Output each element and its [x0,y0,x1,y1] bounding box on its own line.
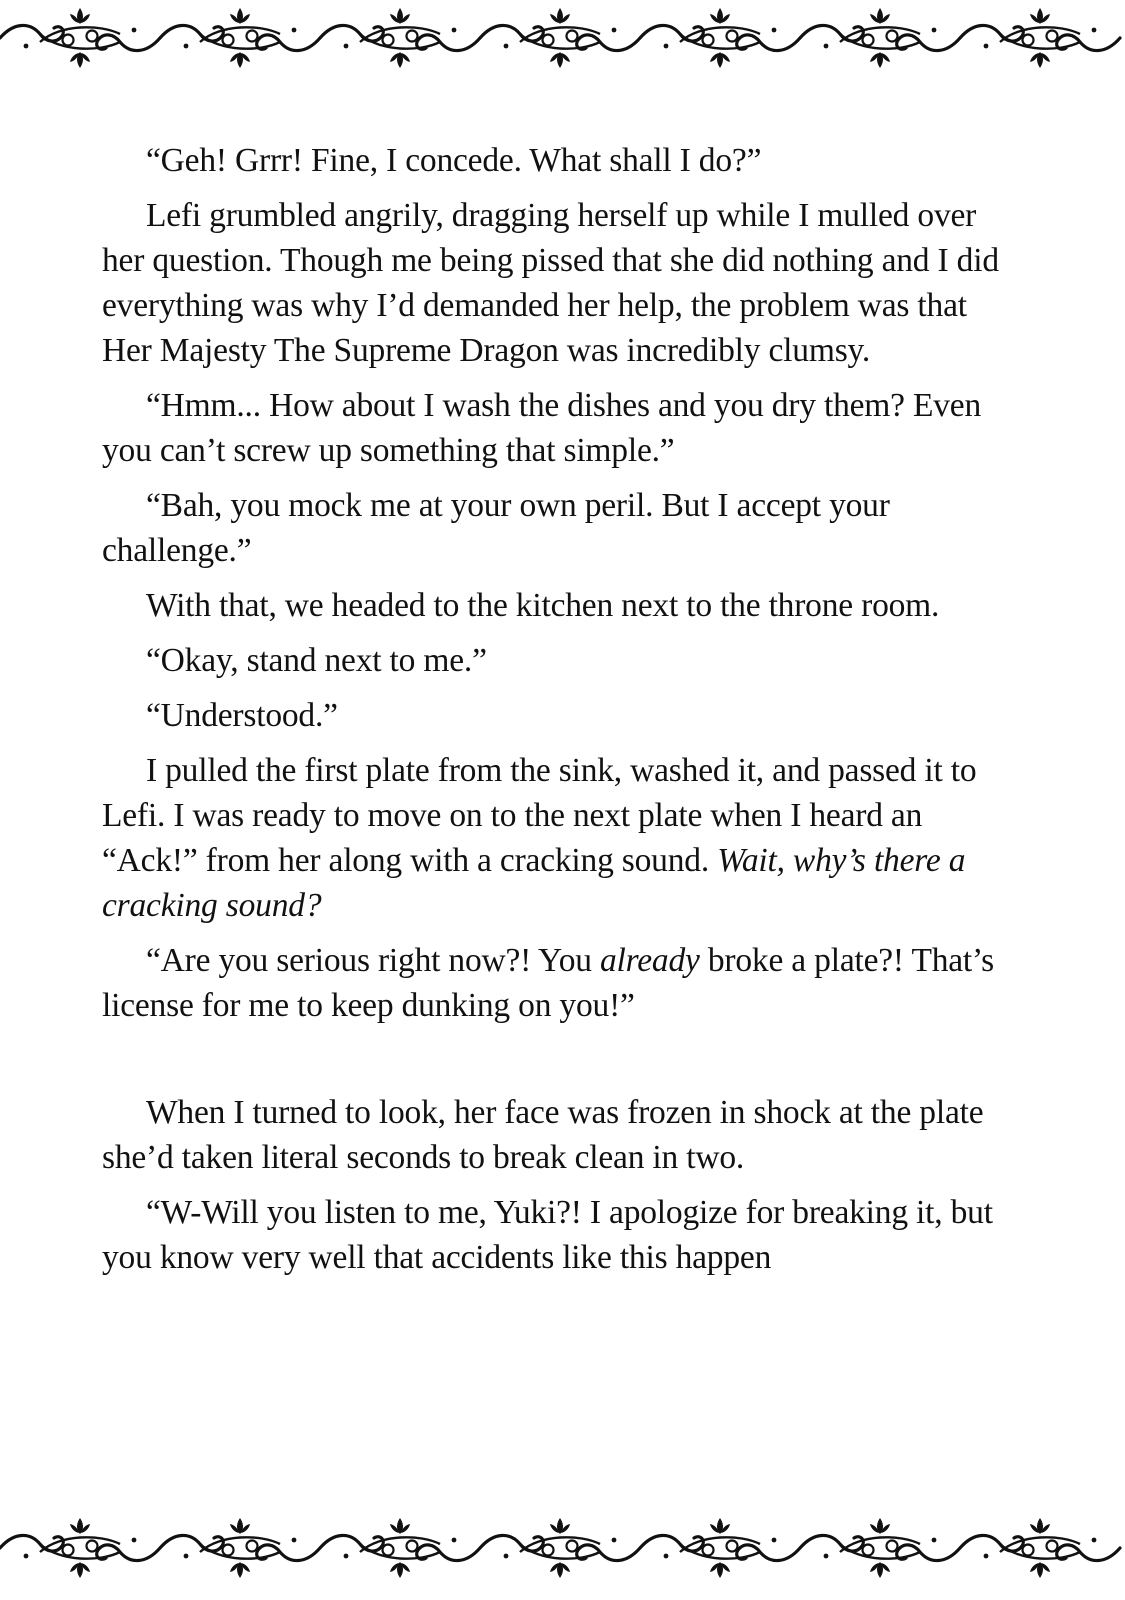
italic-emphasis: already [599,942,700,979]
paragraph: “Hmm... How about I wash the dishes and you dry them? Even you can’t screw up something that simple.” [102,387,982,469]
section-gap [102,1038,1012,1090]
floral-scroll-border-icon [0,2,1125,74]
paragraph: “Geh! Grrr! Fine, I concede. What shall I do?” [146,142,762,179]
top-ornamental-border [0,2,1125,74]
paragraph: “Understood.” [146,697,338,734]
paragraph: I pulled the first plate from the sink, washed it, and passed it to Lefi. I was ready to move on to the next plate when I heard an “Ack!” from her along with a cracking sound. Wait, why’s there a cracking sound? [102,752,977,924]
paragraph: “Bah, you mock me at your own peril. But I accept your challenge.” [102,487,890,569]
floral-scroll-border-icon [0,1512,1125,1584]
paragraph: “Are you serious right now?! You already broke a plate?! That’s license for me to keep dunking on you!” [102,942,994,1024]
bottom-ornamental-border [0,1512,1125,1584]
paragraph: Lefi grumbled angrily, dragging herself up while I mulled over her question. Though me being pissed that she did nothing and I did everything was why I’d demanded her help, the problem was that Her Majesty The Supreme Dragon was incredibly clumsy. [102,197,999,369]
paragraph: “W-Will you listen to me, Yuki?! I apologize for breaking it, but you know very well that accidents like this happen [102,1194,993,1276]
paragraph: When I turned to look, her face was frozen in shock at the plate she’d taken literal seconds to break clean in two. [102,1094,984,1176]
page-text [102,138,1012,1290]
italic-thought: Wait, why’s there a cracking sound? [102,842,966,924]
paragraph: “Okay, stand next to me.” [146,642,487,679]
paragraph: With that, we headed to the kitchen next to the throne room. [146,587,940,624]
